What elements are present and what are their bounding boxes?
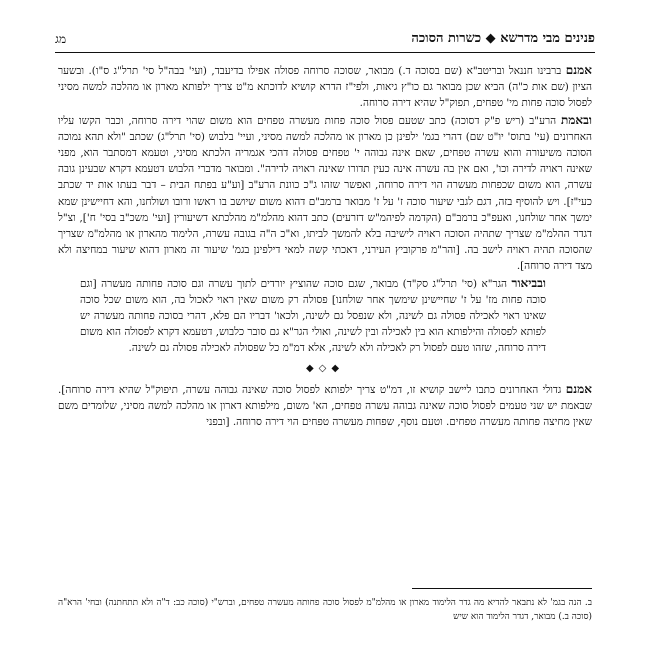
- paragraph-1-lead-word: אמנם: [565, 63, 592, 77]
- paragraph-3: [80, 275, 546, 357]
- paragraph-2: [58, 112, 592, 275]
- header-rule: [55, 52, 595, 53]
- footnote: [58, 596, 592, 625]
- paragraph-4-text: גדולי האחרונים כתבו ליישב קושיא זו, דמ"ט צריך ילפותא לפסול סוכה שאינה גבוהה עשרה, תיפוק"ל שהיא דירה סרוחה]. שבאמת יש שני טעמים לפסול סוכה שאינה גבוהה עשרה טפחים, הא' משום, מילפותא דארון או מהלכה למשה מסיני, שלומדים משם שאין מחיצה פחותה מעשרה טפחים. וטעם נוסף, שפחות מעשרה טפחים הוי דירה סרוחה. [ובפני: [58, 383, 592, 429]
- page-number: מג: [55, 32, 67, 46]
- footnote-text: הנה בגמ' לא נתבאר להדיא מה גדר הלימוד מארון או מהלמ"מ לפסול סוכה פחותה מעשרה טפחים, וברש"י (סוכה כב: ד"ה ולא תתחתנה) ובחי' הרא"ה (סוכה ב.) מבואר, דגדר הלימוד הוא שיש: [58, 598, 592, 623]
- footnote-marker: ב.: [584, 598, 592, 608]
- paragraph-4-lead-word: אמנם: [565, 381, 592, 396]
- running-title: פנינים מבי מדרשא ◆ כשרות הסוכה: [411, 31, 595, 46]
- main-text: [58, 62, 592, 430]
- inner-block: [58, 275, 592, 357]
- section-separator: ◆◇◆: [305, 362, 345, 374]
- paragraph-1: [58, 62, 592, 112]
- paragraph-2-lead-word: ובאמת: [560, 112, 592, 127]
- paragraph-1-text: ברבינו חננאל ובריטב"א (שם בסוכה ד.) מבואר, שסוכה סרוחה פסולה אפילו בדיעבד, (ועי' בבה"ל סי' תרל"ג ס"ו). ובשער הציון (שם אות כ"ה) הביא שכן מבואר גם כו"ץ גיאות, ולפי"ז הדרא קושיא לדוכתא מ"ט צריך ילפותא מארון או מהלכה למשה מסיני לפסול סוכה פחות מי' טפחים, תפוק"ל שהיא דירה סרוחה.: [58, 65, 592, 110]
- paragraph-3-text: הגר"א (סי' תרל"ג סק"ד) מבואר, שגם סוכה שהוציץ יורדים לתוך עשרה וגם סוכה פחותה מעשרה [וגם סוכה פחות מז' על ז' שחיישינן שימשך אחר שולחנו] פסולה רק משום שאין ראוי לאכול בה, הוא משום שכל סוכה שאינו ראוי לאכילה פסולה גם לשינה, ולא שנפסל גם לשינה, ולכאו' דבריו הם פלא, דהרי בסוכה פחותה מעשרה יש לפותא לפסולה והילפותא הוא בין לאכילה ובין לשינה, ואולי הגר"א גם סובר כלבוש, דטעמא דקרא לפסולה הוא משום דירה סרוחה, שזהו טעם לפסול רק לאכילה ולא לשינה, אלא דמ"מ כל שפסולה לאכילה פסולה גם לשינה.: [80, 277, 546, 355]
- paragraph-3-lead-word: ובביאור: [511, 275, 546, 290]
- paragraph-2-text: הרע"ב (ריש פ"ק דסוכה) כתב שטעם פסול סוכה פחות מעשרה טפחים הוא משום שהוי דירה סרוחה, וכבר הקשו עליו האחרונים (עי' בתוס' יו"ט שם) דהרי בגמ' ילפינן כן מארון או מהלכה למשה מסיני, ועיי' בלבוש (סי' תרל"ג) שכתב "ולא תהא נמוכה הסוכה משיעורה והוא עשרה טפחים, שאם אינה גבוהה י' טפחים פסולה דהכי אגמריה הלכתא מסיני, וטעמא דמסתבר הוא, מפני שאינה ראויה לדירה וכו', ואם אין בה עשרה אינה כעין תדורו שאינה ראויה לדירה". ומבואר מדברי הלבוש דטעמא דקרא שבעינן גובה עשרה, הוא משום שכפחות מעשרה הוי דירה סרוחה, ואפשר שזהו ג"כ כוונת הרע"ב [וע"ע בפתח הבית – דבר בעתו אות יד שכתב כעי"ז]. ויש להוסיף בזה, דגם לגבי שיעור סוכה ז' על ז' מבואר ברמב"ם דהוא משום שיושב בו ראשו ורובו ושולחנו, והא דחיישינן שמא ימשך אחר שולחנו, ואעפ"כ ברמב"ם (הקדמה לפיהמ"ש דזרעים) כתב דהוא מהלמ"מ מהלכתא דשיעורין [ועי' משכ"ב בסי' ח'], וצ"ל דגדר ההלמ"מ שצריך שתהיה הסוכה ראויה לישיבה בלא להמשך לביתו, וא"כ ה"ה בגובה עשרה, הלימוד מהארון או מהלמ"מ שצריך שהסוכה תהיה ראויה לישב בה. [והר"מ פרקוביץ העירני, דאכתי קשה למאי דילפינן בגמ' שיעור זה מארון דהוא שיעור במחיצה ולא מצד דירה סרוחה].: [58, 114, 592, 273]
- paragraph-4: [58, 381, 592, 431]
- running-header: [55, 30, 595, 52]
- footnote-rule: [412, 588, 592, 589]
